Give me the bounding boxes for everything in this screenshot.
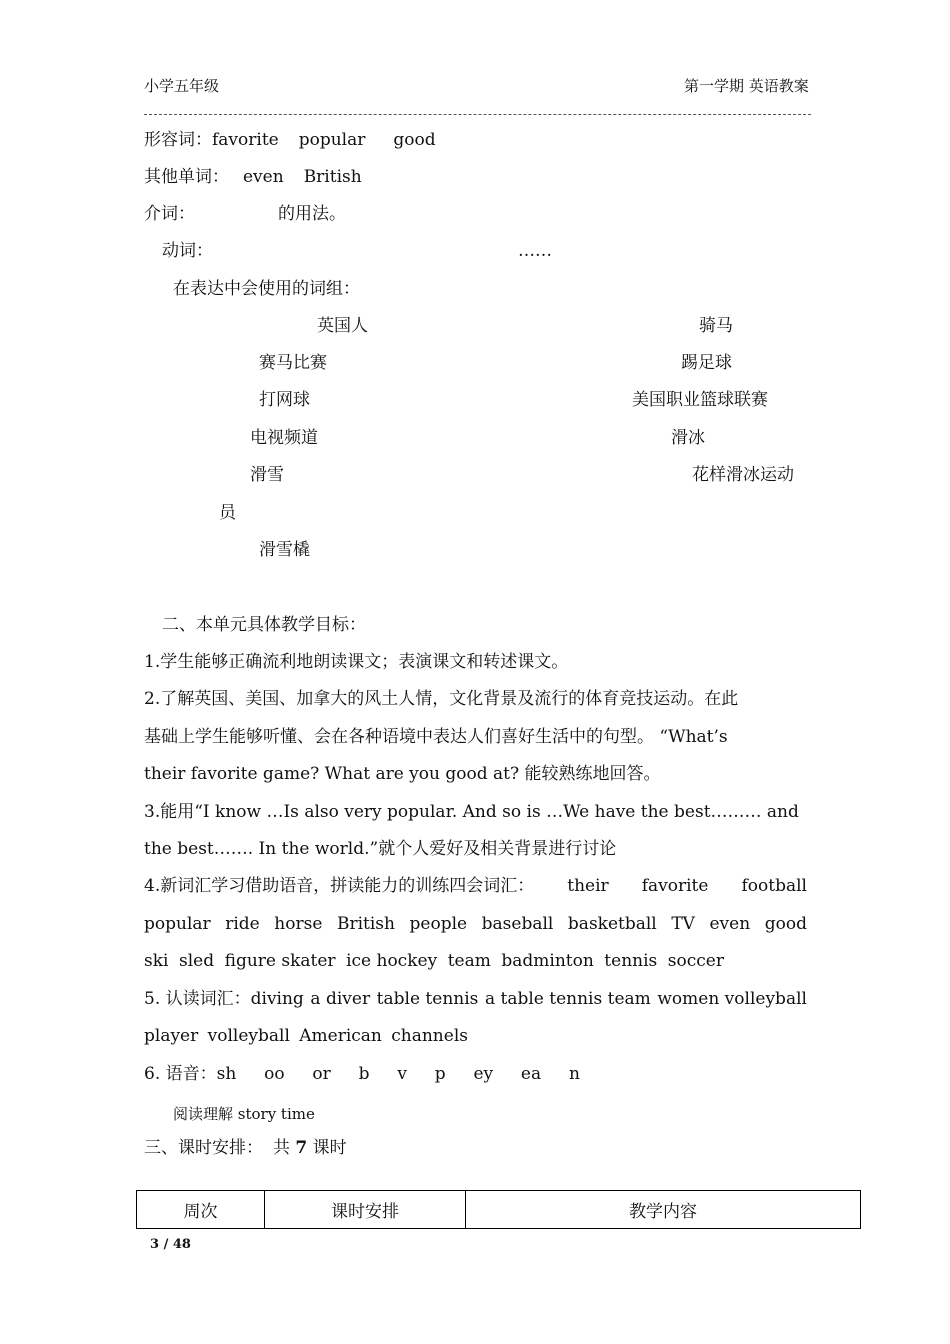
phrase-item: 电视频道 [250, 428, 318, 448]
phrase-item: 滑冰 [671, 428, 705, 448]
vocab-word: TV [671, 914, 695, 934]
phonics-sound: b [358, 1064, 370, 1084]
verb-ellipsis: …… [518, 241, 552, 261]
header-divider [144, 114, 811, 115]
phonics-sound: sh [216, 1064, 237, 1084]
vocab-word: their [567, 876, 609, 896]
objective-4-line-1 [144, 875, 807, 897]
vocab-word: ski [144, 951, 169, 971]
objective-6-line [144, 1063, 580, 1085]
phrase-item: 英国人 [317, 316, 368, 336]
vocab-word: sled [178, 951, 215, 971]
vocab-word: ice hockey [346, 951, 438, 971]
other-words-line [144, 166, 362, 188]
objective-2-line-1: 2.了解英国、美国、加拿大的风土人情，文化背景及流行的体育竞技运动。在此 [144, 689, 739, 709]
reading-word: American [299, 1026, 382, 1046]
phonics-sound: ey [473, 1064, 494, 1084]
objective-3-line-2: the best……. In the world.”就个人爱好及相关背景进行讨论 [144, 839, 617, 859]
header-right: 第一学期 英语教案 [684, 77, 809, 95]
phonics-sound: n [568, 1064, 580, 1084]
other-words-label: 其他单词： [144, 167, 229, 187]
table-header-cell: 课时安排 [265, 1191, 466, 1229]
phrase-item: 美国职业篮球联赛 [632, 390, 768, 410]
phrase-item: 打网球 [259, 390, 310, 410]
vocab-word: tennis [604, 951, 658, 971]
phrase-item-continued: 员 [219, 503, 236, 523]
total-prefix: 共 [273, 1138, 296, 1158]
total-suffix: 课时 [307, 1138, 347, 1158]
phonics-sound: ea [520, 1064, 542, 1084]
preposition-label: 介词： [144, 204, 195, 224]
phonics-sound: or [312, 1064, 331, 1084]
phonics-sound: p [434, 1064, 446, 1084]
objective-1: 1.学生能够正确流利地朗读课文；表演课文和转述课文。 [144, 652, 569, 672]
table-header-row [137, 1191, 861, 1229]
phrase-item: 滑雪 [250, 465, 284, 485]
phrases-intro: 在表达中会使用的词组： [173, 279, 360, 299]
vocab-word: ride [225, 914, 260, 934]
vocab-word: soccer [667, 951, 724, 971]
other-word: even [243, 167, 284, 187]
schedule-table [136, 1190, 861, 1229]
vocab-word: football [741, 876, 807, 896]
reading-word: a table tennis team [484, 989, 651, 1009]
phrase-item: 滑雪橇 [259, 540, 310, 560]
phrase-item: 踢足球 [681, 353, 732, 373]
reading-word: volleyball [207, 1026, 290, 1046]
adjective-line [144, 129, 436, 151]
reading-comprehension: 阅读理解 story time [173, 1105, 315, 1123]
objective-4-prefix: 4.新词汇学习借助语音，拼读能力的训练四会词汇： [144, 876, 535, 896]
preposition-text: 的用法。 [278, 204, 346, 224]
section-3-title [144, 1137, 347, 1159]
adjective-label: 形容词： [144, 130, 212, 150]
objective-5-line-2 [144, 1025, 468, 1047]
vocab-word: basketball [567, 914, 657, 934]
objective-3-line-1: 3.能用“I know …Is also very popular. And so is …We have the best……… and [144, 802, 799, 822]
reading-word: channels [391, 1026, 468, 1046]
adjective-word: favorite [212, 130, 279, 150]
phrase-item: 骑马 [699, 316, 733, 336]
vocab-word: good [764, 914, 807, 934]
vocab-word: British [336, 914, 395, 934]
adjective-word: good [393, 130, 436, 150]
section-2-title: 二、本单元具体教学目标： [162, 615, 366, 635]
other-word: British [303, 167, 362, 187]
objective-4-line-2 [144, 913, 807, 935]
vocab-word: even [709, 914, 751, 934]
vocab-word: favorite [641, 876, 709, 896]
objective-6-prefix: 6. 语音： [144, 1064, 217, 1084]
vocab-word: baseball [481, 914, 554, 934]
adjective-word: popular [298, 130, 366, 150]
table-header-cell: 教学内容 [466, 1191, 861, 1229]
page-number: 3 / 48 [150, 1237, 191, 1252]
objective-5-prefix: 5. 认读词汇： [144, 989, 251, 1009]
reading-word: women volleyball [657, 989, 807, 1009]
total-lessons: 7 [295, 1138, 308, 1158]
vocab-word: team [447, 951, 491, 971]
reading-word: table tennis [376, 989, 479, 1009]
reading-word: a diver [310, 989, 371, 1009]
vocab-word: badminton [501, 951, 594, 971]
objective-4-line-3 [144, 950, 724, 972]
vocab-word: people [409, 914, 468, 934]
objective-2-line-3: their favorite game? What are you good at? 能较熟练地回答。 [144, 764, 661, 784]
reading-word: diving [250, 989, 304, 1009]
verb-label: 动词： [162, 241, 213, 261]
vocab-word: figure skater [224, 951, 336, 971]
section-3-label: 三、课时安排： [144, 1138, 263, 1158]
phrase-item: 赛马比赛 [259, 353, 327, 373]
objective-2-line-2: 基础上学生能够听懂、会在各种语境中表达人们喜好生活中的句型。 “What’s [144, 727, 728, 747]
table-header-cell: 周次 [137, 1191, 265, 1229]
phonics-sound: v [397, 1064, 407, 1084]
phrase-item: 花样滑冰运动 [692, 465, 794, 485]
header-left: 小学五年级 [144, 77, 220, 95]
reading-word: player [144, 1026, 199, 1046]
phonics-sound: oo [264, 1064, 285, 1084]
vocab-word: horse [274, 914, 323, 934]
vocab-word: popular [144, 914, 211, 934]
objective-5-line-1 [144, 988, 807, 1010]
